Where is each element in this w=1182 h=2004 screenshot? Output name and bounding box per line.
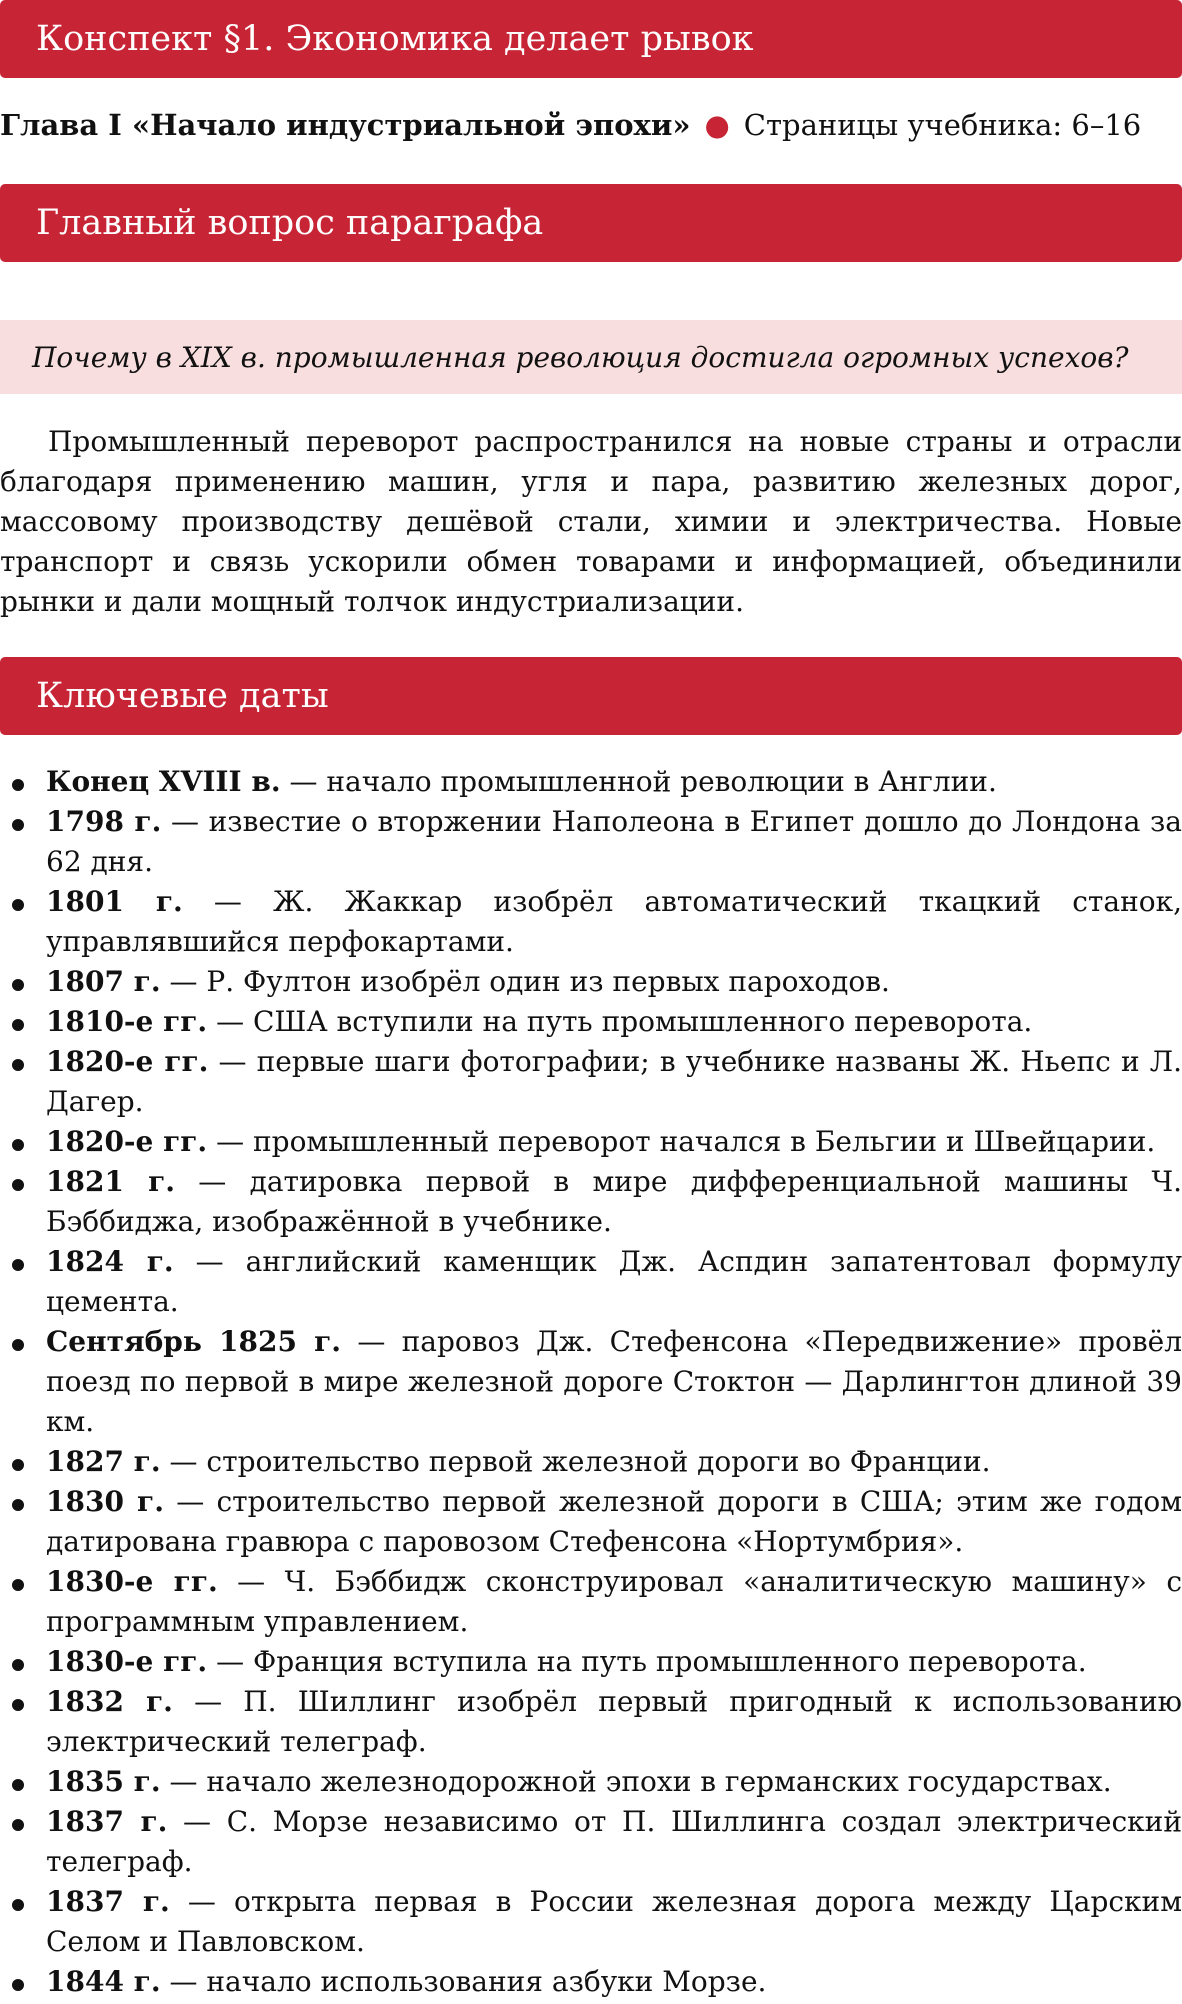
bullet-icon [12, 1819, 24, 1831]
key-date-date: 1844 г. [46, 1965, 161, 1998]
key-date-text: — строительство первой железной дороги в США; этим же годом датирована гравюра с паровозом Стефенсона «Нортумбрия». [46, 1485, 1182, 1558]
key-date-date: 1807 г. [46, 965, 161, 998]
key-date-item [0, 1642, 1182, 1682]
key-date-date: Сентябрь 1825 г. [46, 1325, 342, 1358]
key-date-date: 1820-е гг. [46, 1045, 209, 1078]
bullet-icon [12, 1779, 24, 1791]
key-date-date: 1820-е гг. [46, 1125, 208, 1158]
key-date-text: — Р. Фултон изобрёл один из первых пароходов. [160, 965, 890, 998]
key-date-item [0, 1122, 1182, 1162]
key-date-text: — начало железнодорожной эпохи в германских государствах. [160, 1765, 1112, 1798]
key-date-item [0, 1802, 1182, 1882]
key-date-text: — Ч. Бэббидж сконструировал «аналитическую машину» с программным управлением. [46, 1565, 1182, 1638]
key-date-text: — Франция вступила на путь промышленного переворота. [207, 1645, 1087, 1678]
chapter-title: Глава I «Начало индустриальной эпохи» [0, 108, 691, 142]
bullet-icon [12, 1179, 24, 1191]
key-date-item [0, 1442, 1182, 1482]
key-dates-heading-bar [0, 657, 1182, 735]
key-date-text: — английский каменщик Дж. Аспдин запатентовал формулу цемента. [46, 1245, 1182, 1318]
bullet-icon [12, 1899, 24, 1911]
key-dates-list [0, 762, 1182, 2002]
key-date-date: 1821 г. [46, 1165, 175, 1198]
key-date-item [0, 1322, 1182, 1442]
key-date-text: — строительство первой железной дороги во Франции. [160, 1445, 991, 1478]
bullet-icon [12, 1699, 24, 1711]
key-date-item [0, 882, 1182, 962]
bullet-icon [12, 979, 24, 991]
key-date-text: — паровоз Дж. Стефенсона «Передвижение» провёл поезд по первой в мире железной дороге Стоктон — Дарлингтон длиной 39 км. [46, 1325, 1182, 1438]
main-question-box [0, 320, 1182, 394]
page-title-bar [0, 0, 1182, 78]
key-date-date: 1832 г. [46, 1685, 173, 1718]
key-date-item [0, 1242, 1182, 1322]
key-date-text: — открыта первая в России железная дорога между Царским Селом и Павловском. [46, 1885, 1182, 1958]
key-date-date: 1830-е гг. [46, 1645, 208, 1678]
bullet-icon [12, 899, 24, 911]
key-date-date: Конец XVIII в. [46, 765, 281, 798]
bullet-icon [12, 779, 24, 791]
key-date-item [0, 1482, 1182, 1562]
key-date-item [0, 1162, 1182, 1242]
key-date-text: — начало промышленной революции в Англии. [280, 765, 997, 798]
bullet-icon [12, 1659, 24, 1671]
textbook-pages: Страницы учебника: 6–16 [743, 108, 1142, 142]
summary-paragraph: Промышленный переворот распространился на новые страны и отрасли благодаря применению машин, угля и пара, развитию железных дорог, массовому производству дешёвой стали, химии и электричества. Новые транспорт и связь ускорили обмен товарами и информацией, объединили рынки и дали мощный толчок индустриализации. [0, 425, 1182, 618]
bullet-icon [12, 1459, 24, 1471]
key-date-date: 1801 г. [46, 885, 183, 918]
key-date-date: 1830-е гг. [46, 1565, 218, 1598]
bullet-icon [12, 1499, 24, 1511]
key-date-item [0, 1962, 1182, 2002]
key-date-text: — начало использования азбуки Морзе. [160, 1965, 767, 1998]
key-date-item [0, 1562, 1182, 1642]
key-date-text: — США вступили на путь промышленного переворота. [207, 1005, 1033, 1038]
main-question-heading: Главный вопрос параграфа [36, 202, 544, 243]
bullet-icon [12, 1059, 24, 1071]
key-date-item [0, 1002, 1182, 1042]
key-date-date: 1830 г. [46, 1485, 164, 1518]
bullet-icon [12, 1259, 24, 1271]
bullet-icon [12, 1579, 24, 1591]
key-date-date: 1827 г. [46, 1445, 161, 1478]
key-date-text: — промышленный переворот начался в Бельгии и Швейцарии. [207, 1125, 1156, 1158]
key-date-date: 1837 г. [46, 1805, 168, 1838]
key-date-item [0, 1682, 1182, 1762]
bullet-icon [12, 1979, 24, 1991]
main-question-text: Почему в XIX в. промышленная революция достигла огромных успехов? [32, 340, 1129, 374]
key-date-text: — известие о вторжении Наполеона в Египет дошло до Лондона за 62 дня. [46, 805, 1182, 878]
bullet-icon [12, 1339, 24, 1351]
key-date-date: 1810-е гг. [46, 1005, 208, 1038]
key-date-text: — первые шаги фотографии; в учебнике названы Ж. Ньепс и Л. Дагер. [46, 1045, 1182, 1118]
key-date-text: — датировка первой в мире дифференциальной машины Ч. Бэббиджа, изображённой в учебнике. [46, 1165, 1182, 1238]
key-date-item [0, 1882, 1182, 1962]
key-date-item [0, 762, 1182, 802]
key-date-item [0, 1042, 1182, 1122]
key-date-date: 1798 г. [46, 805, 162, 838]
bullet-dot-icon: ● [704, 108, 730, 142]
key-date-item [0, 1762, 1182, 1802]
key-date-item [0, 802, 1182, 882]
key-dates-heading: Ключевые даты [36, 675, 329, 716]
key-date-date: 1835 г. [46, 1765, 161, 1798]
bullet-icon [12, 1019, 24, 1031]
key-date-text: — П. Шиллинг изобрёл первый пригодный к использованию электрический телеграф. [46, 1685, 1182, 1758]
key-date-date: 1837 г. [46, 1885, 170, 1918]
key-date-item [0, 962, 1182, 1002]
chapter-line [0, 106, 1182, 144]
main-question-heading-bar [0, 184, 1182, 262]
key-date-text: — С. Морзе независимо от П. Шиллинга создал электрический телеграф. [46, 1805, 1182, 1878]
key-date-text: — Ж. Жаккар изобрёл автоматический ткацкий станок, управлявшийся перфокартами. [46, 885, 1182, 958]
key-date-date: 1824 г. [46, 1245, 174, 1278]
page-title: Конспект §1. Экономика делает рывок [36, 18, 754, 59]
bullet-icon [12, 819, 24, 831]
bullet-icon [12, 1139, 24, 1151]
